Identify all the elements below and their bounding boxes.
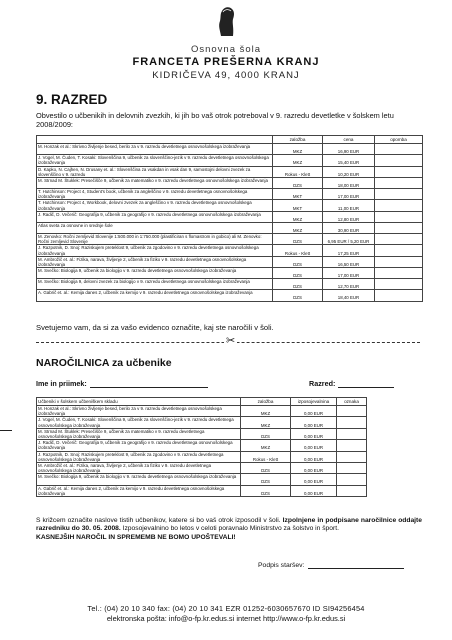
price-cell: 12,70 EUR <box>323 279 375 290</box>
publisher-cell: DZS <box>241 428 291 439</box>
book-title-cell: M. Svečko: Biologija 9, delovni zvezek za biologijo v 9. razredu devetletnega osnovnošolskega izobraževanja <box>37 279 273 290</box>
page-title: 9. RAZRED <box>36 92 108 107</box>
order-checkbox-cell[interactable] <box>337 474 367 485</box>
book-title-cell: M. Svečko: Biologija 9, učbenik za biologijo v 9. razredu devetletnega osnovnošolskega izobraževanja <box>37 474 241 485</box>
book-title-cell: A. Gabrič et. al.: Kemija danes 2, učbenik za kemijo v 9. razredu devetletnega osnovnošolskega izobraževanja <box>37 485 241 496</box>
price-cell: 16,90 EUR <box>323 144 375 155</box>
table-header-row <box>37 136 423 144</box>
book-title-cell: M. Strnad M. Štuklek: Presečišče 9, učbenik za matematiko v 9. razredu devetletnega osnovnošolskega izobraževanja <box>37 177 273 188</box>
note-cell <box>375 290 423 301</box>
table-row <box>37 256 423 267</box>
table-row <box>37 279 423 290</box>
book-title-cell: D. Kapko, N. Cajhen, N. Drusany et. al.: Slovenščina za vsakdan in vsak dan 9, samostojni delovni zvezek za slovenščino v 9. razredu <box>37 166 273 177</box>
publisher-cell: MKZ <box>273 155 323 166</box>
class-blank[interactable] <box>338 380 394 388</box>
publisher-cell: DZS <box>273 279 323 290</box>
book-title-cell: J. Razpotnik, D. Snoj: Raziskujem preteklost 9, učbenik za zgodovino v 9. razredu devetletnega osnovnošolskega izobraževanja <box>37 451 241 462</box>
instructions-part3: Izposojevalnino bo letos v celoti poravnalo Ministrstvo za šolstvo in šport. <box>120 525 339 533</box>
school-address: KIDRIČEVA 49, 4000 KRANJ <box>152 70 300 81</box>
class-label: Razred: <box>309 379 336 388</box>
book-title-cell: J. Razpotnik, D. Snoj: Raziskujem preteklost 9, učbenik za zgodovino v 9. razredu devetletnega osnovnošolskega izobraževanja <box>37 245 273 256</box>
book-title-cell: Atlas sveta za osnovne in srednje šole <box>37 222 273 233</box>
fee-cell: 0,00 EUR <box>291 406 337 417</box>
table-row <box>37 166 423 177</box>
price-cell: 17,00 EUR <box>323 189 375 200</box>
publisher-cell: DZS <box>273 256 323 267</box>
publisher-cell: DZS <box>273 268 323 279</box>
name-field[interactable] <box>36 379 208 388</box>
fee-cell: 0,00 EUR <box>291 428 337 439</box>
name-blank[interactable] <box>90 380 208 388</box>
price-cell: 12,80 EUR <box>323 211 375 222</box>
price-cell: 6,95 EUR / 5,20 EUR <box>323 234 375 245</box>
publisher-cell: MKT <box>273 189 323 200</box>
book-title-cell: M. Ambrožič et. al.: Fizika, narava, življenje 2, učbenik za fiziko v 9. razredu devetletnega osnovnošolskega izobraževanja <box>37 463 241 474</box>
publisher-cell: MKZ <box>241 417 291 428</box>
fee-cell: 0,00 EUR <box>291 463 337 474</box>
order-checkbox-cell[interactable] <box>337 485 367 496</box>
publisher-cell: DZS <box>241 474 291 485</box>
note-cell <box>375 211 423 222</box>
table-row <box>37 200 423 211</box>
price-cell: 30,90 EUR <box>323 222 375 233</box>
instructions-deadline: Izpolnjene in podpisane naročilnice oddajte razredniku do 30. 05. 2008. <box>36 517 422 533</box>
textbook-price-table <box>36 135 423 302</box>
table-row <box>37 222 423 233</box>
scissors-icon: ✂ <box>226 335 236 347</box>
school-type: Osnovna šola <box>190 44 262 55</box>
publisher-cell: MKT <box>273 200 323 211</box>
school-logo-icon <box>212 4 240 38</box>
publisher-cell: MKZ <box>241 406 291 417</box>
column-header: opomba <box>375 136 423 144</box>
intro-text: Obvestilo o učbenikih in delovnih zvezkih, ki jih bo vaš otrok potreboval v 9. razredu devetletke v šolskem letu 2008/2009: <box>36 111 394 129</box>
order-form-title: NAROČILNICA za učbenike <box>36 357 172 369</box>
order-checkbox-cell[interactable] <box>337 417 367 428</box>
book-title-cell: M. Honzak et al.: Skrivno življenje besed, berilo za v 9. razredu devetletnega osnovnošolskega izobraževanja <box>37 406 241 417</box>
table-row <box>37 451 367 462</box>
contact-web: elektronska pošta: info@o-fp.kr.edus.si internet http://www.o-fp.kr.edus.si <box>106 614 346 623</box>
table-row <box>37 144 423 155</box>
note-cell <box>375 166 423 177</box>
table-row <box>37 211 423 222</box>
book-title-cell: J. Radič, D. Večerič: Geografija 9, učbenik za geografijo v 9. razredu devetletnega osnovnošolskega izobraževanja <box>37 440 241 451</box>
note-cell <box>375 222 423 233</box>
book-title-cell: M. Honzak et al.: Skrivno življenje besed, berilo za v 9. razredu devetletnega osnovnošolskega izobraževanja <box>37 144 273 155</box>
table-row <box>37 428 367 439</box>
book-title-cell: M. Svečko: Biologija 9, učbenik za biologijo v 9. razredu devetletnega osnovnošolskega izobraževanja <box>37 268 273 279</box>
publisher-cell: DZS <box>273 290 323 301</box>
order-checkbox-cell[interactable] <box>337 451 367 462</box>
book-title-cell: J. Vogel, M. Čuden, T. Kosaki: Slovenščina 9, učbenik za slovenščino-jezik v 9. razredu devetletnega osnovnošolskega izobraževanja <box>37 155 273 166</box>
column-header: založba <box>273 136 323 144</box>
publisher-cell: Rokus - Klett <box>273 166 323 177</box>
column-header: cena <box>323 136 375 144</box>
table-row <box>37 485 367 496</box>
column-header: oznaka <box>337 398 367 406</box>
table-row <box>37 406 367 417</box>
book-title-cell: J. Radič, D. Večerič: Geografija 9, učbenik za geografijo v 9. razredu devetletnega osnovnošolskega izobraževanja <box>37 211 273 222</box>
class-field[interactable] <box>309 379 394 388</box>
price-cell: 11,00 EUR <box>323 200 375 211</box>
table-header-row <box>37 398 367 406</box>
note-cell <box>375 200 423 211</box>
publisher-cell: DZS <box>241 463 291 474</box>
order-checkbox-cell[interactable] <box>337 428 367 439</box>
column-header <box>37 136 273 144</box>
column-header: izposojevalnina <box>291 398 337 406</box>
table-row <box>37 177 423 188</box>
publisher-cell: MKZ <box>273 211 323 222</box>
publisher-cell: Rokus - Klett <box>273 245 323 256</box>
fee-cell: 0,00 EUR <box>291 451 337 462</box>
price-cell: 16,50 EUR <box>323 256 375 267</box>
column-header: založba <box>241 398 291 406</box>
publisher-cell: DZS <box>241 485 291 496</box>
publisher-cell: DZS <box>273 177 323 188</box>
price-cell: 18,40 EUR <box>323 290 375 301</box>
order-table <box>36 397 367 497</box>
fee-cell: 0,00 EUR <box>291 474 337 485</box>
fee-cell: 0,00 EUR <box>291 485 337 496</box>
price-cell: 10,20 EUR <box>323 166 375 177</box>
table-row <box>37 440 367 451</box>
book-title-cell: J. Vogel, M. Čuden, T. Kosaki: Slovenščina 9, učbenik za slovenščino-jezik v 9. razredu devetletnega osnovnošolskega izobraževanja <box>37 417 241 428</box>
table-row <box>37 474 367 485</box>
book-title-cell: T. Hutchinson: Project 4, Student's book, učbenik za angleščino v 9. razredu devetletnega osnovnošolskega izobraževanja <box>37 189 273 200</box>
fee-cell: 0,00 EUR <box>291 417 337 428</box>
note-cell <box>375 268 423 279</box>
note-cell <box>375 279 423 290</box>
book-title-cell: M. Zenovko: Ročni zemljevid Slovenije 1:500.000 in 1:750.000 (plastificiran s flomastrom in gobico) ali M. Zenovko: Ročni zemljevid Slovenije <box>37 234 273 245</box>
note-cell <box>375 144 423 155</box>
publisher-cell: MKZ <box>273 222 323 233</box>
name-label: Ime in priimek: <box>36 379 87 388</box>
book-title-cell: M. Ambrožič et. al.: Fizika, narava, življenje 2, učbenik za fiziko v 9. razredu devetletnega osnovnošolskega izobraževanja <box>37 256 273 267</box>
book-title-cell: A. Gabrič et. al.: Kemija danes 2, učbenik za kemijo v 9. razredu devetletnega osnovnošolskega izobraževanja <box>37 290 273 301</box>
note-cell <box>375 189 423 200</box>
price-cell: 17,25 EUR <box>323 245 375 256</box>
note-cell <box>375 245 423 256</box>
school-name: FRANCETA PREŠERNA KRANJ <box>132 56 320 68</box>
order-checkbox-cell[interactable] <box>337 440 367 451</box>
instructions-part1: S križcem označite naslove tistih učbenikov, katere si bo vaš otrok izposodil v šoli. <box>36 517 283 524</box>
order-checkbox-cell[interactable] <box>337 406 367 417</box>
table-row <box>37 268 423 279</box>
margin-mark <box>0 430 12 431</box>
table-row <box>37 463 367 474</box>
table-row <box>37 290 423 301</box>
table-row <box>37 189 423 200</box>
instructions-warning: KASNEJŠIH NAROČIL IN SPREMEMB NE BOMO UPOŠTEVALI! <box>36 533 236 541</box>
fee-cell: 0,00 EUR <box>291 440 337 451</box>
publisher-cell: MKZ <box>241 440 291 451</box>
price-cell: 18,00 EUR <box>323 177 375 188</box>
column-header: Učbeniki v šolskem učbeniškem skladu <box>37 398 241 406</box>
price-cell: 15,40 EUR <box>323 155 375 166</box>
evidence-note: Svetujemo vam, da si za vašo evidenco označite, kaj ste naročili v šoli. <box>36 323 274 332</box>
contact-phones: Tel.: (04) 20 10 340 fax: (04) 20 10 341 EZR 01252-6030657670 ID SI94256454 <box>87 604 365 613</box>
table-row <box>37 155 423 166</box>
note-cell <box>375 234 423 245</box>
table-row <box>37 245 423 256</box>
order-checkbox-cell[interactable] <box>337 463 367 474</box>
signature-label: Podpis staršev: <box>258 562 305 569</box>
publisher-cell: Rokus - Klett <box>241 451 291 462</box>
table-row <box>37 417 367 428</box>
table-row <box>37 234 423 245</box>
book-title-cell: M. Strnad M. Štuklek: Presečišče 9, učbenik za matematiko v 9. razredu devetletnega osnovnošolskega izobraževanja <box>37 428 241 439</box>
note-cell <box>375 177 423 188</box>
note-cell <box>375 155 423 166</box>
signature-blank[interactable] <box>308 561 404 569</box>
publisher-cell: MKZ <box>273 144 323 155</box>
price-cell: 17,00 EUR <box>323 268 375 279</box>
note-cell <box>375 256 423 267</box>
book-title-cell: T. Hutchinson: Project 4, Workbook, delovni zvezek za angleščino v 9. razredu devetletnega osnovnošolskega izobraževanja <box>37 200 273 211</box>
signature-field[interactable] <box>258 561 404 569</box>
publisher-cell: DZS <box>273 234 323 245</box>
order-instructions <box>36 517 422 542</box>
